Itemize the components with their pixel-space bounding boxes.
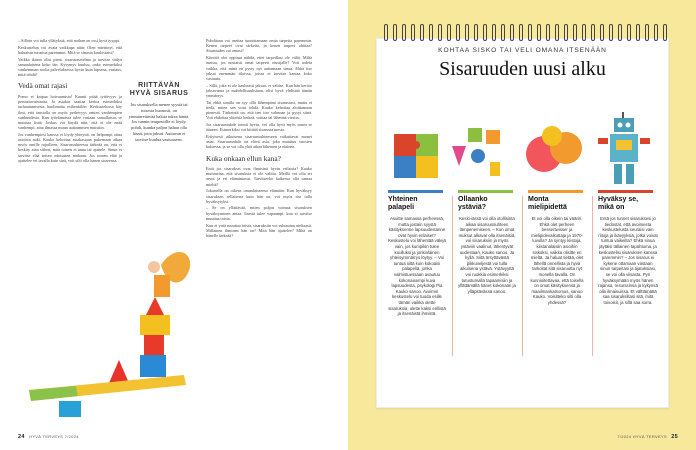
paragraph: Kiintiöt olet oppinut nähdä, ettei tarpeillasi ole väliä. Miltä tuntuu, jos nostaisit omat tarpeesi etusijalle? Voit todeta vaikka, että minä en pysty nyt auttamaan sinua. Ehkä itse jaksat enemmän tiloissa, joissa ei tarvitse kantaa koko vastuuta. xyxy=(206,55,312,81)
paragraph: Pohditaan voi asettaa tunnistamaan omia tarpeita paremmin. Kenen tarpeet ovat tärkeitä, ja kenen tarpeet ohittaa? Sisaruuden vai omasi? xyxy=(206,38,312,54)
paragraph: Vaikka ikäero olisi pieni, sisarusasetelma ja tarvitse säilyä samanlaisena koko iän. Kysymys kuuluu, onko esimerkiksi vanhemman roolia palveluksessa hyvin kuin lapsena, vastaus, mitä tehdä? xyxy=(18,56,122,78)
column-yhteinen-palapeli xyxy=(388,196,446,317)
red-block xyxy=(144,335,164,355)
paragraph: – Silloin voi tulla yllätyksiä, että noihan on ossi hyvä tyyppi. xyxy=(18,38,120,43)
column-body: Asuitte samassa perheessä, mutta jostain syystä käsityksenne lapsuudestanne ovat hyvin erilaiset? Keskustelu voi lähentää välejä vain, jos kumpikin tulee kuulluksi ja jonkinlainen yhteisymmärrys löytyy. – Voi tuntua siltä kuin kokoaisi palapeliä, jonka valmistuessaan avautuu kokonaisempi kuva lapsuudesta, psykologi Pia Kauko sanoo. Avoimin keskustelu voi tuoda esille tämän vaikka olette sisaruksia, olette kaksi erillistä ja itsenäistä ihmistä. xyxy=(388,216,446,317)
column-heading: palapeli xyxy=(388,204,415,211)
magazine-name: HYVÄ TERVEYS 7/2024 xyxy=(29,434,79,439)
paragraph: Erityisesti aikuisena sisaruussuhteeseen vaikuttavat monet asiat. Sisaruussuhde on elävä asia, joka muuttuu vuosien kuluessa, ja se voi olla yhtä aikaa läheinen ja etäinen. xyxy=(206,133,312,150)
paragraph: – Sillä, joka ei ole kauheasti jaksaa, ei valitse. Kun hän kertoo jaksavansa ja mahdollisuuksiaan, olisi hyvä yhdistää tämän ymmärrys. xyxy=(206,82,312,99)
paragraph: Pomo ei kaipaa hoivaamista! Kaunii pitää tyttövyys ja peruuttavaisuutta. Ja asiakas saattaa kertoa esimerkiksi turhautumisesta huolimatta esihenkilön. Keskustelussa käy ilmi, että taustalla on myös perhevyys omien vanhempien vanhuudesta. Kun työelämässä tulee vastaan samallaisia, se muistaa lisää. Joskus voi käydä niin, että ei ole enää vanhempi, aina ilmassa muun auttaamisen muistiin. xyxy=(18,93,122,131)
toy-figures-icon xyxy=(452,128,500,176)
column-body: Entä jos tunnet sisaruksesi jo tiedostat, että avoimesta keskustelusta seuraisi vain riitoja ja ikävyyksiä, jotka voivat tuntua vaikeilta? Ehkä sinua jäytäisi tällainen tapahtuma, ja keskustelisi sisaruksen kanssa paremmin? – Jos sisarus ei kykene ottamaan vastaan sinun tarpeitasi ja ajatuksiasi, se voi olla viisasta. Pyri hyväksymään myös hänen rajansa, resurssinsa ja kykynsä olla ilmaisuissa. Et välttämättä saa sisaruksiltasi sitä, mitä toivoisit, ja sillä saa surra. xyxy=(598,216,658,305)
column-monta-mielipidetta xyxy=(528,196,586,306)
column-heading: ystäviä? xyxy=(458,204,487,211)
section-heading: Kuka onkaan ellun kana? xyxy=(206,153,281,163)
section-heading: Vedä omat rajasi xyxy=(18,81,68,91)
robot-icon xyxy=(598,112,650,184)
pull-text: Jos sisaruksella menee syystä tai toisesta huonosti, on ymmärrettävää haluta tukea häntä. Jos tunnin terapeutille ei löydy, pohdi, kuinka paljon haluat olla läsnä, jotta jaksat. Auttavan ei tarvitse kuulua vastuuseen. xyxy=(128,102,190,142)
article-title: Sisaruuden uusi alku xyxy=(439,58,606,80)
doll-head xyxy=(148,261,160,273)
left-column-3 xyxy=(206,38,312,408)
page-number: 24 xyxy=(18,434,25,440)
column-ollaanko-ystavia xyxy=(458,196,516,294)
doll-body xyxy=(154,275,170,297)
paragraph: Tai ehkä sinulla on syy olla lähempänä sisarustasi, mutta et tiedä, miten sen voisi tehdä. Kauko kehottaa aloittamaan pienestä. Tärkeintä on, että teet itse valinnan ja pysyt siinä. Voit ehdottaa yhteistä hetkeä, soittaa tai lähettää viestin. xyxy=(206,99,312,121)
column-body: Keski-iässä voi olla otollisinta aikaa sisaruussuhteen lämpenemiseen. – Kun omat muksut alkavat olla itsenäisiä, voi sisaruksiin ja myös ystäviin vaalinut, lähentyvät uudestaan, Kauko sanoo. Ja kyllä. Siitä ärsyttävästä pikkuveljestä voi tulla aikuisena ystävä. Ystävyyttä voi ruokkia esimerkiksi tutustumalla tapaamisiin ja yllättämällä hänet kokonaan ja ylläpitävässä sanoo. xyxy=(458,216,516,294)
yellow-block xyxy=(140,315,170,335)
paragraph: Entä jos sisarukset ovat ihmisinä hyvin erilaisia? Kauko muistuttaa, että sisaruksia ei ole valittu. Meillä voi olla eri arvot ja eri elämäntavat. Tarvitseeko kaikessa olla samaa mieltä? xyxy=(206,166,312,187)
column-heading: Monta xyxy=(528,196,549,203)
paragraph: Kun ei yritä muuttaa toista, sisaruksiin voi suhtautua uteliaasti. Millainen ihminen hän on? Mitä hän ajattelee? Mikä on hänelle tärkeää? xyxy=(206,222,312,238)
column-divider xyxy=(592,196,593,356)
toy-blocks-illustration xyxy=(14,205,204,420)
pull-box xyxy=(128,82,190,143)
paragraph: Jos vanhempiesi kanssa ei löydy yhteyttä, on helpompi ottaa asioista auki. Kauko kehottaa asiakastaan pukemaan aikaa myös omille rajoilleen. Sisarussuhteessa tärkeää on, että ei keskity aina siihen, mitä toinen ei anna tai ajattele. Sinun ei tarvitse elää toisen odotusten mukaan. Jos toinen elää ja ajattelee eri tavalla kuin sinä, voit silti olla hänen sisarensa. xyxy=(18,131,122,163)
pull-heading: RIITTÄVÄN xyxy=(138,82,180,89)
right-footer xyxy=(617,434,678,440)
blue-block xyxy=(140,355,166,377)
illustration-row xyxy=(382,110,662,196)
column-heading: mikä on xyxy=(598,204,625,211)
article-kicker: KOHTAA SISKO TAI VELI OMANA ITSENÄÄN xyxy=(438,47,607,54)
card-content xyxy=(376,0,669,450)
pull-heading: HYVÄ SISARUS xyxy=(129,90,189,97)
column-bar-orange xyxy=(528,190,583,193)
paragraph: Keskustelun voi avata vaikkapa näin: Olen miettinyt, että haluaisin tutustua paremmin. Mitä se sinusta kuulostaisi? xyxy=(18,44,122,55)
magazine-name: 7/2024 HYVÄ TERVEYS xyxy=(617,434,667,439)
column-body: Et voi olla oikein tai väärin. Ehkä olet perheen bessertwisser ja mielipidevaikuttaja ja 1970-luvulla? Ja syntyy kiistoja, kiistanalaisiin asioihin siskoksi, vaikka olisitte eri mieltä. Ja haluat tietää, olet lähellä onnellista ja hyvä tarkoitat sitä sisaruutta nyt monella tavalla. On kunnioitettavaa, että toisella on omat käsityksensä ja maailmankatsomus, sanoo Kauko. Voisitteko silti olla yhdessä? xyxy=(530,216,584,305)
green-block xyxy=(29,386,78,401)
blue-block xyxy=(59,401,81,417)
column-heading: Yhteinen xyxy=(388,196,418,203)
column-bar-red xyxy=(598,190,653,193)
column-heading: Hyväksy se, xyxy=(598,196,639,203)
column-heading: mielipidettä xyxy=(528,204,567,211)
column-divider xyxy=(452,196,453,356)
page-number: 25 xyxy=(671,434,678,440)
left-footer xyxy=(18,434,79,440)
column-divider xyxy=(522,196,523,356)
speech-bubbles-icon xyxy=(526,126,582,172)
paragraph: Jokaisella on oikeus omanlaiseensa elämään. Kun hyväksyy sisaruksen sellaisena kuin hän on, voi myös itse tulla hyväksytyksi. xyxy=(206,188,312,204)
column-hyvaksy-se xyxy=(598,196,658,306)
column-bar-green xyxy=(458,190,513,193)
paragraph: Jos sisaruussuhde toimii hyvin, voi olla hyvä myös sanoa se ääneen. Esimerkiksi voi kiittää sisarusta tuesta. xyxy=(206,122,312,133)
paragraph: – Se on yllättävää, miten paljon voimaa sisaruksen hyväksyminen antaa. Itsestä tulee vapaampi, kun ei tarvitse muuttaa toista. xyxy=(206,205,312,221)
roof-block xyxy=(146,297,164,315)
column-bar-blue xyxy=(388,190,443,193)
puzzle-icon xyxy=(394,134,438,178)
column-heading: Ollaanko xyxy=(458,196,488,203)
